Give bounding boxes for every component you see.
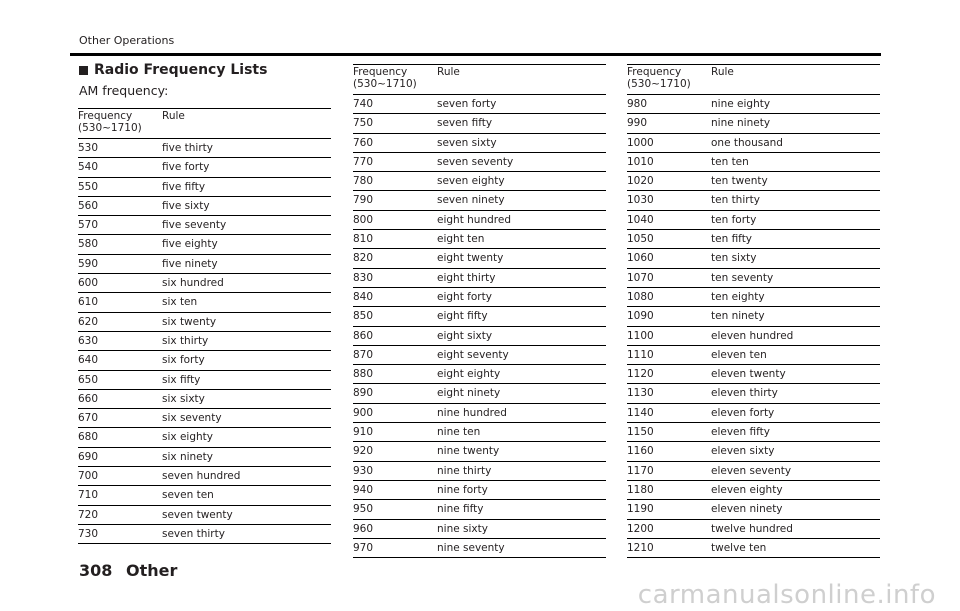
- table-row: [353, 480, 606, 499]
- table-row: [78, 428, 331, 447]
- table-row: [78, 467, 331, 486]
- frequency-cell: 1070: [627, 268, 711, 287]
- rule-cell: ten eighty: [711, 287, 880, 306]
- table-row: [627, 538, 880, 557]
- table-row: [627, 95, 880, 114]
- table-row: [78, 351, 331, 370]
- frequency-cell: 1150: [627, 423, 711, 442]
- running-head: Other Operations: [79, 34, 175, 47]
- table-row: [353, 345, 606, 364]
- frequency-cell: 1040: [627, 210, 711, 229]
- section-heading: [79, 62, 267, 78]
- rule-cell: five forty: [162, 158, 331, 177]
- table-row: [353, 287, 606, 306]
- frequency-table-2: [353, 64, 606, 558]
- rule-cell: eight thirty: [437, 268, 606, 287]
- rule-cell: six thirty: [162, 331, 331, 350]
- footer-section-name: Other: [125, 561, 178, 580]
- table-row: [78, 235, 331, 254]
- column-header-rule: Rule: [711, 65, 880, 95]
- rule-cell: eight sixty: [437, 326, 606, 345]
- table-row: [353, 210, 606, 229]
- frequency-cell: 850: [353, 307, 437, 326]
- frequency-cell: 890: [353, 384, 437, 403]
- frequency-cell: 1060: [627, 249, 711, 268]
- table-row: [627, 326, 880, 345]
- table-row: [78, 158, 331, 177]
- rule-cell: five seventy: [162, 216, 331, 235]
- rule-cell: six twenty: [162, 312, 331, 331]
- table-row: [627, 384, 880, 403]
- table-row: [78, 389, 331, 408]
- table-row: [627, 152, 880, 171]
- rule-cell: seven hundred: [162, 467, 331, 486]
- table-row: [627, 287, 880, 306]
- frequency-cell: 540: [78, 158, 162, 177]
- rule-cell: five fifty: [162, 177, 331, 196]
- table-row: [353, 442, 606, 461]
- column-header-rule: Rule: [162, 109, 331, 139]
- table-header-row: [78, 109, 331, 139]
- rule-cell: eight ninety: [437, 384, 606, 403]
- table-row: [627, 345, 880, 364]
- table-row: [353, 249, 606, 268]
- table-header-row: [353, 65, 606, 95]
- rule-cell: seven ten: [162, 486, 331, 505]
- frequency-cell: 880: [353, 365, 437, 384]
- table-row: [78, 312, 331, 331]
- table-row: [353, 172, 606, 191]
- frequency-cell: 1200: [627, 519, 711, 538]
- frequency-cell: 710: [78, 486, 162, 505]
- rule-cell: ten thirty: [711, 191, 880, 210]
- rule-cell: six sixty: [162, 389, 331, 408]
- rule-cell: eleven forty: [711, 403, 880, 422]
- rule-cell: seven twenty: [162, 505, 331, 524]
- frequency-cell: 620: [78, 312, 162, 331]
- frequency-cell: 900: [353, 403, 437, 422]
- frequency-cell: 720: [78, 505, 162, 524]
- table-row: [78, 486, 331, 505]
- frequency-cell: 770: [353, 152, 437, 171]
- table-row: [627, 403, 880, 422]
- table-row: [78, 370, 331, 389]
- rule-cell: six hundred: [162, 274, 331, 293]
- rule-cell: seven forty: [437, 95, 606, 114]
- table-row: [78, 505, 331, 524]
- frequency-cell: 960: [353, 519, 437, 538]
- rule-cell: nine forty: [437, 480, 606, 499]
- frequency-cell: 750: [353, 114, 437, 133]
- frequency-cell: 610: [78, 293, 162, 312]
- frequency-cell: 660: [78, 389, 162, 408]
- frequency-cell: 600: [78, 274, 162, 293]
- table-row: [353, 538, 606, 557]
- table-row: [627, 172, 880, 191]
- table-row: [627, 519, 880, 538]
- frequency-cell: 1100: [627, 326, 711, 345]
- table-row: [353, 230, 606, 249]
- table-row: [627, 442, 880, 461]
- watermark: carmanualsonline.info: [637, 580, 936, 610]
- table-row: [627, 307, 880, 326]
- frequency-cell: 730: [78, 524, 162, 543]
- page-number: 308: [79, 561, 113, 580]
- rule-cell: ten seventy: [711, 268, 880, 287]
- table-row: [353, 519, 606, 538]
- table-row: [627, 133, 880, 152]
- rule-cell: ten ninety: [711, 307, 880, 326]
- frequency-cell: 760: [353, 133, 437, 152]
- rule-cell: ten forty: [711, 210, 880, 229]
- frequency-table-3: [627, 64, 880, 558]
- frequency-cell: 740: [353, 95, 437, 114]
- frequency-cell: 1050: [627, 230, 711, 249]
- rule-cell: eleven hundred: [711, 326, 880, 345]
- frequency-cell: 990: [627, 114, 711, 133]
- rule-cell: ten ten: [711, 152, 880, 171]
- rule-cell: eleven seventy: [711, 461, 880, 480]
- table-row: [353, 384, 606, 403]
- rule-cell: nine eighty: [711, 95, 880, 114]
- table-row: [627, 114, 880, 133]
- column-header-frequency: Frequency (530~1710): [627, 65, 711, 95]
- table-row: [78, 331, 331, 350]
- rule-cell: seven fifty: [437, 114, 606, 133]
- rule-cell: nine twenty: [437, 442, 606, 461]
- table-row: [353, 365, 606, 384]
- frequency-cell: 800: [353, 210, 437, 229]
- rule-cell: ten twenty: [711, 172, 880, 191]
- frequency-cell: 650: [78, 370, 162, 389]
- frequency-cell: 920: [353, 442, 437, 461]
- rule-cell: seven thirty: [162, 524, 331, 543]
- rule-cell: seven ninety: [437, 191, 606, 210]
- frequency-cell: 820: [353, 249, 437, 268]
- rule-cell: one thousand: [711, 133, 880, 152]
- table-row: [353, 133, 606, 152]
- frequency-cell: 1000: [627, 133, 711, 152]
- rule-cell: eleven ten: [711, 345, 880, 364]
- rule-cell: six eighty: [162, 428, 331, 447]
- table-row: [78, 196, 331, 215]
- table-row: [353, 114, 606, 133]
- frequency-cell: 1030: [627, 191, 711, 210]
- table-row: [353, 326, 606, 345]
- rule-cell: nine thirty: [437, 461, 606, 480]
- frequency-cell: 940: [353, 480, 437, 499]
- rule-cell: six seventy: [162, 409, 331, 428]
- rule-cell: seven sixty: [437, 133, 606, 152]
- header-rule: [70, 53, 881, 56]
- rule-cell: five ninety: [162, 254, 331, 273]
- table-row: [627, 480, 880, 499]
- rule-cell: ten sixty: [711, 249, 880, 268]
- section-subtitle: AM frequency:: [79, 83, 169, 98]
- frequency-cell: 690: [78, 447, 162, 466]
- frequency-cell: 830: [353, 268, 437, 287]
- rule-cell: eleven twenty: [711, 365, 880, 384]
- rule-cell: eight eighty: [437, 365, 606, 384]
- frequency-cell: 560: [78, 196, 162, 215]
- frequency-cell: 1170: [627, 461, 711, 480]
- rule-cell: eight fifty: [437, 307, 606, 326]
- rule-cell: nine ninety: [711, 114, 880, 133]
- frequency-cell: 1180: [627, 480, 711, 499]
- rule-cell: six ten: [162, 293, 331, 312]
- table-row: [78, 447, 331, 466]
- table-row: [353, 403, 606, 422]
- frequency-cell: 680: [78, 428, 162, 447]
- square-bullet-icon: [79, 66, 88, 75]
- rule-cell: nine fifty: [437, 500, 606, 519]
- table-row: [627, 365, 880, 384]
- frequency-cell: 1160: [627, 442, 711, 461]
- frequency-cell: 1140: [627, 403, 711, 422]
- frequency-table-1: [78, 108, 331, 544]
- frequency-cell: 1190: [627, 500, 711, 519]
- rule-cell: five eighty: [162, 235, 331, 254]
- rule-cell: nine hundred: [437, 403, 606, 422]
- frequency-cell: 970: [353, 538, 437, 557]
- rule-cell: nine seventy: [437, 538, 606, 557]
- table-row: [627, 249, 880, 268]
- table-row: [353, 95, 606, 114]
- frequency-cell: 780: [353, 172, 437, 191]
- frequency-cell: 1090: [627, 307, 711, 326]
- table-row: [78, 524, 331, 543]
- frequency-cell: 630: [78, 331, 162, 350]
- frequency-cell: 910: [353, 423, 437, 442]
- frequency-cell: 810: [353, 230, 437, 249]
- table-row: [78, 139, 331, 158]
- frequency-cell: 670: [78, 409, 162, 428]
- rule-cell: twelve hundred: [711, 519, 880, 538]
- page-footer: [79, 561, 185, 580]
- column-header-rule: Rule: [437, 65, 606, 95]
- frequency-cell: 870: [353, 345, 437, 364]
- table-row: [627, 210, 880, 229]
- frequency-cell: 950: [353, 500, 437, 519]
- rule-cell: eight forty: [437, 287, 606, 306]
- rule-cell: six forty: [162, 351, 331, 370]
- table-row: [353, 268, 606, 287]
- rule-cell: seven seventy: [437, 152, 606, 171]
- table-row: [353, 152, 606, 171]
- table-row: [353, 307, 606, 326]
- rule-cell: eleven sixty: [711, 442, 880, 461]
- frequency-cell: 1120: [627, 365, 711, 384]
- table-row: [627, 500, 880, 519]
- rule-cell: seven eighty: [437, 172, 606, 191]
- rule-cell: eight twenty: [437, 249, 606, 268]
- table-row: [353, 461, 606, 480]
- frequency-cell: 790: [353, 191, 437, 210]
- table-row: [627, 423, 880, 442]
- frequency-cell: 590: [78, 254, 162, 273]
- table-row: [353, 500, 606, 519]
- table-row: [78, 254, 331, 273]
- rule-cell: nine sixty: [437, 519, 606, 538]
- rule-cell: six fifty: [162, 370, 331, 389]
- table-row: [627, 268, 880, 287]
- rule-cell: ten fifty: [711, 230, 880, 249]
- table-row: [627, 191, 880, 210]
- rule-cell: five sixty: [162, 196, 331, 215]
- frequency-cell: 570: [78, 216, 162, 235]
- frequency-cell: 1080: [627, 287, 711, 306]
- rule-cell: six ninety: [162, 447, 331, 466]
- rule-cell: eleven ninety: [711, 500, 880, 519]
- frequency-cell: 530: [78, 139, 162, 158]
- frequency-cell: 840: [353, 287, 437, 306]
- rule-cell: five thirty: [162, 139, 331, 158]
- frequency-cell: 640: [78, 351, 162, 370]
- frequency-cell: 580: [78, 235, 162, 254]
- rule-cell: eleven thirty: [711, 384, 880, 403]
- rule-cell: nine ten: [437, 423, 606, 442]
- rule-cell: eight hundred: [437, 210, 606, 229]
- table-row: [627, 461, 880, 480]
- table-row: [78, 293, 331, 312]
- section-title: Radio Frequency Lists: [94, 62, 268, 78]
- frequency-cell: 1210: [627, 538, 711, 557]
- rule-cell: eleven fifty: [711, 423, 880, 442]
- table-row: [78, 177, 331, 196]
- frequency-cell: 860: [353, 326, 437, 345]
- rule-cell: eleven eighty: [711, 480, 880, 499]
- table-row: [78, 274, 331, 293]
- frequency-cell: 1010: [627, 152, 711, 171]
- column-header-frequency: Frequency (530~1710): [353, 65, 437, 95]
- frequency-cell: 1110: [627, 345, 711, 364]
- table-row: [353, 191, 606, 210]
- frequency-cell: 700: [78, 467, 162, 486]
- table-row: [78, 409, 331, 428]
- frequency-cell: 1130: [627, 384, 711, 403]
- rule-cell: twelve ten: [711, 538, 880, 557]
- frequency-cell: 930: [353, 461, 437, 480]
- table-header-row: [627, 65, 880, 95]
- column-header-frequency: Frequency (530~1710): [78, 109, 162, 139]
- table-row: [78, 216, 331, 235]
- frequency-cell: 980: [627, 95, 711, 114]
- frequency-cell: 550: [78, 177, 162, 196]
- table-row: [353, 423, 606, 442]
- rule-cell: eight seventy: [437, 345, 606, 364]
- table-row: [627, 230, 880, 249]
- rule-cell: eight ten: [437, 230, 606, 249]
- frequency-cell: 1020: [627, 172, 711, 191]
